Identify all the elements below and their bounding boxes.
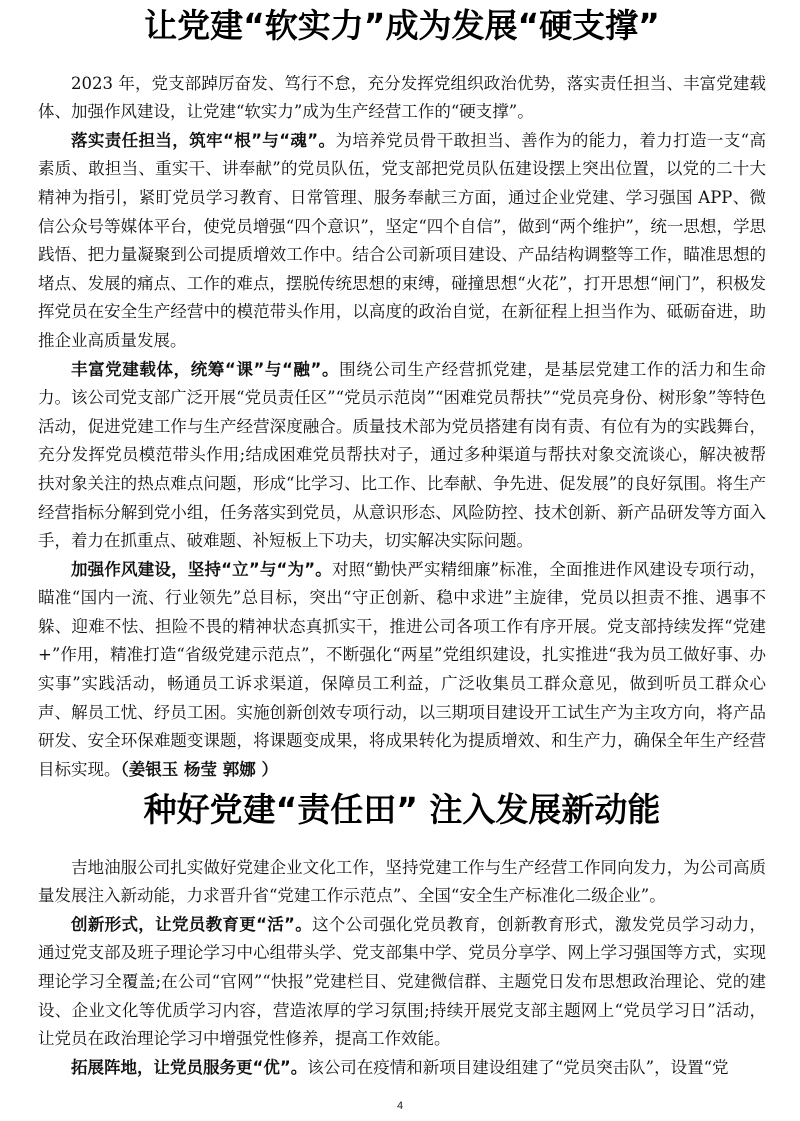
section-lead: 加强作风建设，坚持“立”与“为”。 bbox=[71, 559, 332, 579]
section-text: 对照“勤快严实精细廉”标准，全面推进作风建设专项行动，瞄准“国内一流、行业领先”总目标，突出“守正创新、稳中求进”主旋律，党员以担责不推、遇事不躲、迎难不怯、担险不畏的精神状态真抓实干，推进公司各项工作有序开展。党支部持续发挥“党建+”作用，精准打造“省级党建示范点”，不断强化“两星”党组织建设，扎实推进“我为员工做好事、办实事”实践活动，畅通员工诉求渠道，保障员工利益，广泛收集员工群众意见，做到听员工群众心声、解员工忧、纾员工困。实施创新创效专项行动，以三期项目建设开工试生产为主攻方向，将产品研发、安全环保难题变课题，将课题变成果，将成果转化为提质增效、和生产力，确保全年生产经营目标实现。 bbox=[38, 559, 766, 779]
section-text: 该公司在疫情和新项目建设组建了“党员突击队”，设置“党 bbox=[307, 1057, 729, 1077]
section-text: 这个公司强化党员教育，创新教育形式，激发党员学习动力，通过党支部及班子理论学习中心组带头学、党支部集中学、党员分享学、网上学习强国等方式，实现理论学习全覆盖;在公司“官网”“快报”党建栏目、党建微信群、主题党日发布思想政治理论、党的建设、企业文化等优质学习内容，营造浓厚的学习氛围;持续开展党支部主题网上“党员学习日”活动，让党员在政治理论学习中增强党性修养，提高工作效能。 bbox=[38, 914, 766, 1049]
article-2-section-1 bbox=[38, 911, 766, 1054]
article-1-intro: 2023 年，党支部踔厉奋发、笃行不怠，充分发挥党组织政治优势，落实责任担当、丰富党建载体、加强作风建设，让党建“软实力”成为生产经营工作的“硬支撑”。 bbox=[38, 73, 766, 122]
article-2-intro: 吉地油服公司扎实做好党建企业文化工作，坚持党建工作与生产经营工作同向发力，为公司高质量发展注入新动能，力求晋升省“党建工作示范点”、全国“安全生产标准化二级企业”。 bbox=[38, 857, 766, 906]
page-number: 4 bbox=[396, 1100, 404, 1112]
article-2-title: 种好党建“责任田” 注入发展新动能 bbox=[143, 790, 661, 829]
section-text: 为培养党员骨干敢担当、善作为的能力，着力打造一支“高素质、敢担当、重实干、讲奉献”的党员队伍，党支部把党员队伍建设摆上突出位置，以党的二十大精神为指引，紧盯党员学习教育、日常管理、服务奉献三方面，通过企业党建、学习强国 APP、微信公众号等媒体平台，使党员增强“四个意识”，坚定“四个自信”，做到“两个维护”，统一思想，学思践悟、把力量凝聚到公司提质增效工作中。结合公司新项目建设、产品结构调整等工作，瞄准思想的堵点、发展的痛点、工作的难点，摆脱传统思想的束缚，碰撞思想“火花”，打开思想“闸门”，积极发挥党员在安全生产经营中的模范带头作用，以高度的政治自觉，在新征程上担当作为、砥砺奋进，助推企业高质量发展。 bbox=[38, 130, 766, 350]
article-1-title: 让党建“软实力”成为发展“硬支撑” bbox=[144, 6, 660, 45]
section-lead: 丰富党建载体，统筹“课”与“融”。 bbox=[71, 359, 340, 379]
article-1-section-1 bbox=[38, 127, 766, 356]
author-credits: （姜银玉 杨莹 郭娜 ） bbox=[120, 759, 278, 779]
article-2 bbox=[38, 790, 766, 1082]
section-lead: 拓展阵地，让党员服务更“优”。 bbox=[71, 1057, 308, 1077]
section-lead: 创新形式，让党员教育更“活”。 bbox=[71, 914, 313, 934]
article-1-body bbox=[38, 70, 766, 785]
article-1 bbox=[38, 0, 766, 784]
article-2-body bbox=[38, 854, 766, 1083]
article-1-section-3 bbox=[38, 556, 766, 785]
section-lead: 落实责任担当，筑牢“根”与“魂”。 bbox=[71, 130, 336, 150]
section-text: 围绕公司生产经营抓党建，是基层党建工作的活力和生命力。该公司党支部广泛开展“党员责任区”“党员示范岗”“困难党员帮扶”“党员亮身份、树形象”等特色活动，促进党建工作与生产经营深度融合。质量技术部为党员搭建有岗有责、有位有为的实践舞台，充分发挥党员模范带头作用;结成困难党员帮扶对子，通过多种渠道与帮扶对象交流谈心，解决被帮扶对象关注的热点难点问题，形成“比学习、比工作、比奉献、争先进、促发展”的良好氛围。将生产经营指标分解到党小组，任务落实到党员，从意识形态、风险防控、技术创新、新产品研发等方面入手，着力在抓重点、破难题、补短板上下功夫，切实解决实际问题。 bbox=[38, 359, 766, 551]
article-1-section-2 bbox=[38, 356, 766, 556]
article-2-section-2 bbox=[38, 1054, 766, 1083]
